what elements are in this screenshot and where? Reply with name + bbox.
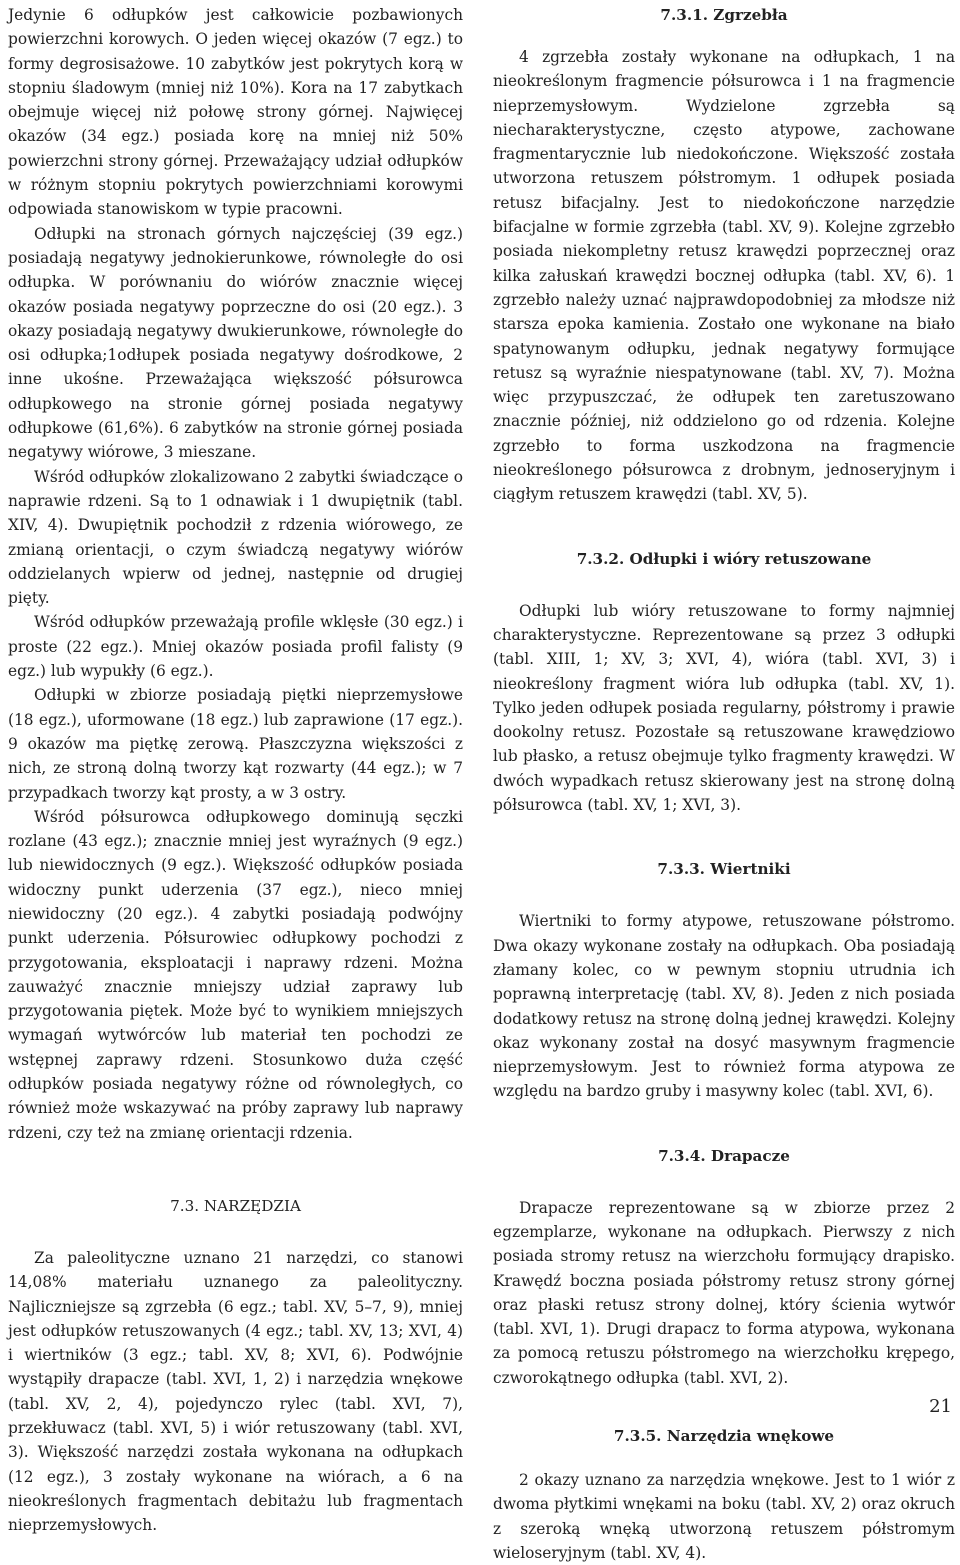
heading-notched-tools: 7.3.5. Narzędzia wnękowe [613, 1427, 835, 1446]
paragraph-tools: Za paleolityczne uznano 21 narzędzi, co stanowi 14,08% materiału uznanego za paleolityczny. Najliczniejsze są zgrzebła (6 egz.; tabl. XV, 5–7, 9), mniej jest odłupków retuszowanych (4 egz.; tabl. XV, 13; XVI, 4) i wiertników (3 egz.; tabl. XV, 8; XVI, 6). Podwójnie wystąpiły drapacze (tabl. XVI, 1, 2) i narzędzia wnękowe (tabl. XV, 2, 4), pojedynczo rylec (tabl. XVI, 7), przekłuwacz (tabl. XVI, 5) i wiór retuszowany (tabl. XVI, 3). Większość narzędzi została wykonana na odłupkach (12 egz.), 3 zostały wykonane na wiórach, a 6 na nieokreślonych fragmentach debitażu lub fragmentach nieprzemysłowych. [8, 1248, 463, 1535]
text-end-scrapers: Drapacze reprezentowane są w zbiorze przez 2 egzemplarze, wykonane na odłupkach. Pierwszy z nich posiada stromy retusz na wierzchołu formujący drapisko. Krawędź boczna posiada półstromy retusz strony górnej oraz płaski retusz strony dolnej, który ścienia wytwór (tabl. XVI, 1). Drugi drapacz to forma atypowa, wykonana za pomocą retuszu półstromego na wierzchołku krępego, czworokątnego odłupka (tabl. XVI, 2). [493, 1198, 955, 1387]
heading-end-scrapers: 7.3.4. Drapacze [658, 1146, 790, 1165]
paragraph-profiles: Wśród odłupków przeważają profile wklęsłe (30 egz.) i proste (22 egz.). Mniej okazów posiada profil falisty (9 egz.) lub wypukły (6 egz.). [8, 613, 463, 681]
heading-retouched-flakes: 7.3.2. Odłupki i wióry retuszowane [576, 549, 872, 568]
right-column [493, 3, 955, 1565]
heading-borers: 7.3.3. Wiertniki [657, 860, 791, 879]
section-heading-tools: 7.3. NARZĘDZIA [170, 1196, 301, 1215]
left-column [8, 3, 463, 1538]
paragraph-butts: Odłupki w zbiorze posiadają piętki nieprzemysłowe (18 egz.), uformowane (18 egz.) lub zaprawione (17 egz.). 9 okazów ma piętkę zerową. Płaszczyzna większości z nich, ze stroną dolną tworzy kąt rozwarty (44 egz.); w 7 przypadkach tworzy kąt prosty, a w 3 ostry. [8, 686, 463, 802]
paragraph-bulbs: Wśród półsurowca odłupkowego dominują sęczki rozlane (43 egz.); znacznie mniej jest wyraźnych (9 egz.) lub niewidocznych (9 egz.). Większość odłupków posiada widoczny punkt uderzenia (37 egz.), nieco mniej niewidoczny (20 egz.). 4 zabytki posiadają podwójny punkt uderzenia. Półsurowiec odłupkowy pochodzi z przygotowania, eksploatacji i naprawy rdzeni. Można zauważyć znacznie mniejszy udział zaprawy lub przygotowania piętek. Może być to wynikiem mniejszych wymagań wytwórców lub materiał ten pochodzi ze wstępnej zaprawy rdzeni. Stosunkowo duża część odłupków posiada negatywy różne od równoległych, co również może wskazywać na próby zaprawy lub naprawy rdzeni, czy też na zmianę orientacji rdzenia. [8, 807, 463, 1142]
paragraph-core-repair: Wśród odłupków zlokalizowano 2 zabytki świadczące o naprawie rdzeni. Są to 1 odnawiak i 1 dwupiętnik (tabl. XIV, 4). Dwupiętnik pochodził z rdzenia wiórowego, ze zmianą orientacji, o czym świadczą negatywy wiórów oddzielanych wpierw od jednej, następnie od drugiej pięty. [8, 467, 463, 608]
heading-scrapers-side: 7.3.1. Zgrzebła [660, 6, 788, 24]
text-borers: Wiertniki to formy atypowe, retuszowane półstromo. Dwa okazy wykonane zostały na odłupkach. Oba posiadają złamany kolec, co w pewnym stopniu utrudnia ich poprawną interpretację (tabl. XV, 8). Jeden z nich posiada dodatkowy retusz na stronę dolną jednej krawędzi. Kolejny okaz wykonany został na dosyć masywnym fragmencie nieprzemysłowym. Jest to również forma atypowa ze względu na bardzo gruby i masywny kolec (tabl. XVI, 6). [493, 912, 955, 1101]
paragraph-cortex: Jedynie 6 odłupków jest całkowicie pozbawionych powierzchni korowych. O jeden więcej okazów (7 egz.) to formy degrosisażowe. 10 zabytków jest pokrytych korą w stopniu śladowym (mniej niż 10%). Kora na 17 zabytkach obejmuje więcej niż połowę strony górnej. Najwięcej okazów (34 egz.) posiada korę na mniej niż 50% powierzchni strony górnej. Przeważający udział odłupków w różnym stopniu pokrytych powierzchniami korowymi odpowiada stanowiskom w typie pracowni. [8, 6, 463, 219]
page-number: 21 [929, 1396, 952, 1417]
text-retouched-flakes: Odłupki lub wióry retuszowane to formy najmniej charakterystyczne. Reprezentowane są przez 3 odłupki (tabl. XIII, 1; XV, 3; XVI, 4), wióra (tabl. XVI, 3) i nieokreślony fragment wióra lub odłupka (tabl. XV, 1). Tylko jeden odłupek posiada regularny, półstromy i prawie dookolny retusz. Pozostałe są retuszowane krawędziowo lub płasko, a retusz obejmuje tylko fragmenty krawędzi. W dwóch wypadkach retusz skierowany jest na stronę dolną półsurowca (tabl. XV, 1; XVI, 3). [493, 601, 955, 815]
text-scrapers-side: 4 zgrzebła zostały wykonane na odłupkach, 1 na nieokreślonym fragmencie półsurowca i 1 na fragmencie nieprzemysłowym. Wydzielone zgrzebła są niecharakterystyczne, często atypowe, zachowane fragmentarycznie lub niedokończone. Większość została utworzona retuszem półstromym. 1 odłupek posiada retusz bifacjalny. Jest to niedokończone narzędzie bifacjalne w formie zgrzebła (tabl. XV, 9). Kolejne zgrzebło posiada niekompletny retusz krawędzi poprzecznej oraz kilka załuskań krawędzi bocznej odłupka (tabl. XV, 6). 1 zgrzebło należy uznać najprawdopodobniej za młodsze niż starsza epoka kamienia. Zostało one wykonane na biało spatynowanym odłupku, jednak negatywy formujące retusz są wyraźnie niespatynowane (tabl. XV, 7). Można więc przypuszczać, że odłupek ten zaretuszowano znacznie później, niż oddzielono go od rdzenia. Kolejne zgrzebło to forma uszkodzona na fragmencie nieokreślonego półsurowca z drobnym, jednoseryjnym i ciągłym retuszem krawędzi (tabl. XV, 5). [493, 48, 955, 504]
paragraph-negatives: Odłupki na stronach górnych najczęściej (39 egz.) posiadają negatywy jednokierunkowe, równoległe do osi odłupka. W porównaniu do wiórów znacznie więcej okazów posiada negatywy poprzeczne do osi (20 egz.). 3 okazy posiadają negatywy dwukierunkowe, równoległe do osi odłupka;1odłupek posiada negatywy dośrodkowe, 2 inne ukośne. Przeważająca większość półsurowca odłupkowego na stronie górnej posiada negatywy odłupkowe (61,6%). 6 zabytków na stronie górnej posiada negatywy wiórowe, 3 mieszane. [8, 224, 463, 462]
text-notched-tools: 2 okazy uznano za narzędzia wnękowe. Jest to 1 wiór z dwoma płytkimi wnękami na boku (tabl. XV, 2) oraz okruch z szeroką wnęką utworzoną retuszem półstromym wieloseryjnym (tabl. XV, 4). [493, 1471, 955, 1562]
